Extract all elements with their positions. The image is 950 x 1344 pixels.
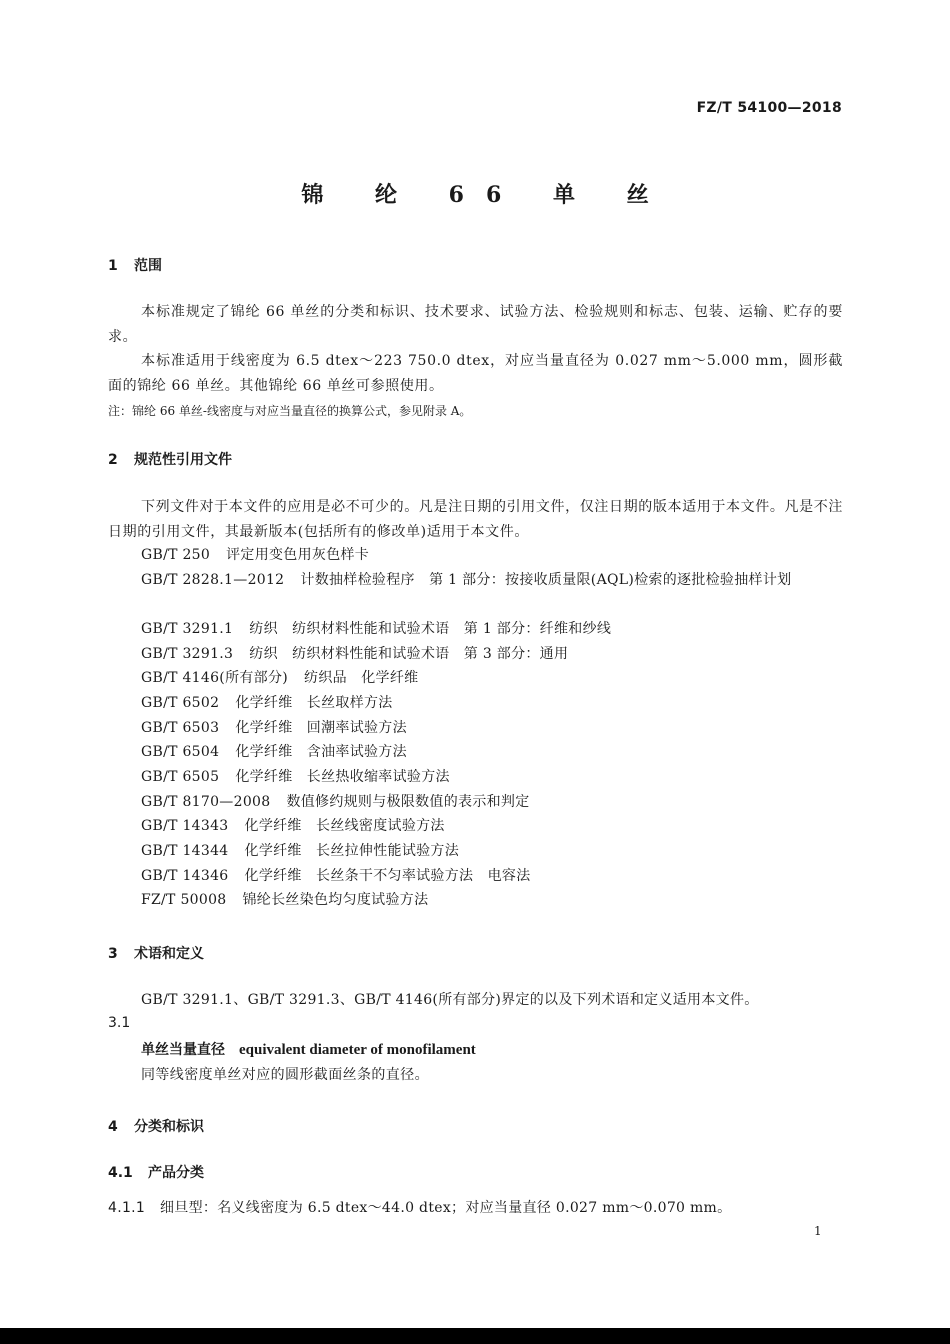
reference-code: GB/T 250 <box>141 547 211 563</box>
subsection-4-1-heading <box>108 1162 204 1182</box>
reference-code: GB/T 6504 <box>141 744 220 760</box>
document-title: 锦 纶 66 单 丝 <box>301 182 671 208</box>
reference-item <box>141 840 459 860</box>
reference-item <box>141 791 530 811</box>
section-title: 分类和标识 <box>134 1119 204 1135</box>
reference-item <box>141 889 428 909</box>
reference-title: 纺织品 化学纤维 <box>304 670 419 686</box>
reference-item <box>141 766 450 786</box>
section-4-heading <box>108 1116 204 1136</box>
term-zh: 单丝当量直径 <box>141 1042 225 1058</box>
page-number: 1 <box>814 1224 822 1238</box>
terms-intro: GB/T 3291.1、GB/T 3291.3、GB/T 4146(所有部分)界定的以及下列术语和定义适用本文件。 <box>141 992 759 1008</box>
reference-code: GB/T 6502 <box>141 695 220 711</box>
reference-item <box>141 544 369 564</box>
reference-item <box>141 717 407 737</box>
clause-4-1-1 <box>108 1197 731 1217</box>
scope-paragraph-1: 本标准规定了锦纶 66 单丝的分类和标识、技术要求、试验方法、检验规则和标志、包装、运输、贮存的要求。 <box>108 304 843 345</box>
standard-code: FZ/T 54100—2018 <box>696 100 842 116</box>
reference-code: GB/T 4146(所有部分) <box>141 670 289 686</box>
reference-title: 化学纤维 长丝线密度试验方法 <box>244 818 445 834</box>
clause-text: 细旦型：名义线密度为 6.5 dtex～44.0 dtex；对应当量直径 0.027 mm～0.070 mm。 <box>160 1200 732 1216</box>
reference-title: 化学纤维 长丝取样方法 <box>235 695 393 711</box>
term-en: equivalent diameter of monofilament <box>239 1042 476 1058</box>
reference-item <box>141 667 418 687</box>
reference-title: 化学纤维 含油率试验方法 <box>235 744 407 760</box>
clause-number: 4.1.1 <box>108 1200 146 1216</box>
section-2-heading <box>108 449 232 469</box>
reference-code: GB/T 2828.1—2012 <box>141 572 285 588</box>
scope-paragraph-2: 本标准适用于线密度为 6.5 dtex～223 750.0 dtex，对应当量直径为 0.027 mm～5.000 mm，圆形截面的锦纶 66 单丝。其他锦纶 66 单丝可参照使用。 <box>108 353 843 394</box>
reference-code: FZ/T 50008 <box>141 892 227 908</box>
reference-code: GB/T 14346 <box>141 868 229 884</box>
reference-title: 计数抽样检验程序 第 1 部分：按接收质量限(AQL)检索的逐批检验抽样计划 <box>300 572 792 588</box>
term-definition: 同等线密度单丝对应的圆形截面丝条的直径。 <box>141 1067 429 1083</box>
reference-code: GB/T 8170—2008 <box>141 794 271 810</box>
reference-code: GB/T 3291.3 <box>141 646 234 662</box>
scope-note: 注：锦纶 66 单丝-线密度与对应当量直径的换算公式，参见附录 A。 <box>108 404 472 418</box>
reference-title: 化学纤维 长丝条干不匀率试验方法 电容法 <box>244 868 531 884</box>
reference-item <box>141 643 568 663</box>
reference-title: 评定用变色用灰色样卡 <box>226 547 370 563</box>
section-number: 4 <box>108 1119 118 1135</box>
bottom-bar <box>0 1328 950 1344</box>
reference-item <box>141 865 531 885</box>
reference-item <box>141 618 611 638</box>
subsection-title: 产品分类 <box>148 1165 204 1181</box>
reference-title: 锦纶长丝染色均匀度试验方法 <box>242 892 429 908</box>
reference-code: GB/T 3291.1 <box>141 621 234 637</box>
reference-item <box>141 692 393 712</box>
section-number: 2 <box>108 452 118 468</box>
reference-title: 数值修约规则与极限数值的表示和判定 <box>286 794 530 810</box>
reference-title: 化学纤维 长丝热收缩率试验方法 <box>235 769 450 785</box>
reference-code: GB/T 14343 <box>141 818 229 834</box>
reference-title: 纺织 纺织材料性能和试验术语 第 3 部分：通用 <box>249 646 569 662</box>
reference-title: 纺织 纺织材料性能和试验术语 第 1 部分：纤维和纱线 <box>249 621 612 637</box>
reference-title: 化学纤维 回潮率试验方法 <box>235 720 407 736</box>
term-number: 3.1 <box>108 1015 131 1031</box>
section-title: 规范性引用文件 <box>134 452 232 468</box>
reference-code: GB/T 6503 <box>141 720 220 736</box>
reference-code: GB/T 14344 <box>141 843 229 859</box>
section-title: 术语和定义 <box>134 946 204 962</box>
section-number: 3 <box>108 946 118 962</box>
reference-code: GB/T 6505 <box>141 769 220 785</box>
reference-item <box>141 741 407 761</box>
normative-intro: 下列文件对于本文件的应用是必不可少的。凡是注日期的引用文件，仅注日期的版本适用于本文件。凡是不注日期的引用文件，其最新版本(包括所有的修改单)适用于本文件。 <box>108 499 843 540</box>
reference-title: 化学纤维 长丝拉伸性能试验方法 <box>244 843 460 859</box>
section-3-heading <box>108 943 204 963</box>
section-1-heading <box>108 255 162 275</box>
section-number: 1 <box>108 258 118 274</box>
term-heading <box>141 1039 476 1059</box>
reference-item <box>108 568 843 593</box>
subsection-number: 4.1 <box>108 1165 133 1181</box>
section-title: 范围 <box>134 258 162 274</box>
reference-item <box>141 815 445 835</box>
